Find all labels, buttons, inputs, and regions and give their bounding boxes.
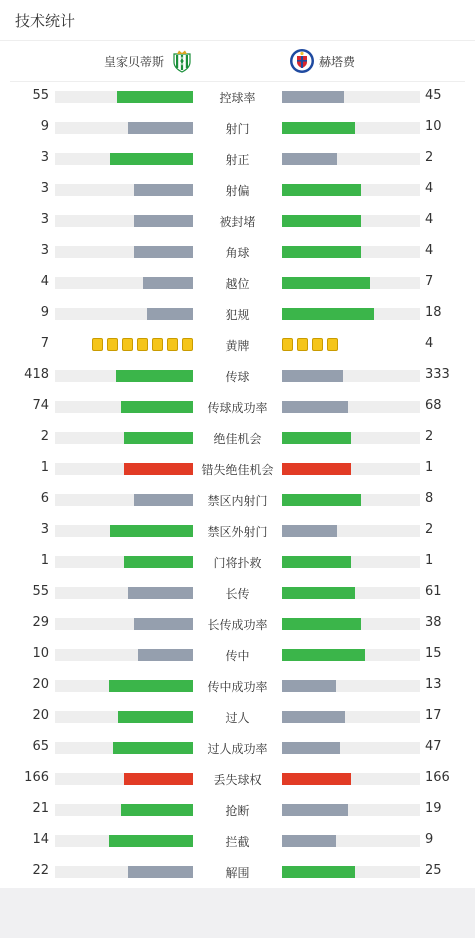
away-bar-fill: [282, 804, 348, 816]
home-bar-fill: [128, 587, 193, 599]
away-bar-track: [282, 494, 420, 506]
home-bar-fill: [134, 184, 193, 196]
away-value: 45: [425, 88, 442, 103]
home-bar-fill: [128, 866, 193, 878]
away-value: 4: [425, 243, 434, 258]
stat-label: 传中: [225, 649, 250, 663]
away-bar-track: [282, 711, 420, 723]
away-bar-fill: [282, 91, 344, 103]
stat-label: 长传: [225, 587, 250, 601]
home-bar-track: [55, 556, 193, 568]
away-value: 68: [425, 398, 442, 413]
away-bar-fill: [282, 742, 340, 754]
stat-row: [0, 608, 475, 639]
stat-row: [0, 422, 475, 453]
home-bar-fill: [147, 308, 193, 320]
away-value: 2: [425, 522, 434, 537]
away-value: 4: [425, 212, 434, 227]
home-bar-fill: [128, 122, 193, 134]
away-value: 1: [425, 553, 434, 568]
home-bar-fill: [109, 680, 193, 692]
away-bar-fill: [282, 866, 355, 878]
stat-row: [0, 360, 475, 391]
home-yellow-cards: [92, 338, 193, 352]
stat-row: [0, 329, 475, 360]
home-bar-fill: [143, 277, 193, 289]
away-value: 333: [425, 367, 450, 382]
home-bar-track: [55, 246, 193, 258]
home-bar-track: [55, 308, 193, 320]
away-value: 17: [425, 708, 442, 723]
home-bar-fill: [113, 742, 193, 754]
home-value: 4: [40, 274, 49, 289]
away-bar-fill: [282, 277, 370, 289]
away-bar-track: [282, 773, 420, 785]
home-value: 65: [32, 739, 49, 754]
home-bar-fill: [124, 773, 193, 785]
yellow-card-icon: [167, 338, 178, 351]
home-bar-track: [55, 742, 193, 754]
home-bar-fill: [117, 91, 193, 103]
home-value: 20: [32, 708, 49, 723]
away-value: 25: [425, 863, 442, 878]
home-value: 22: [32, 863, 49, 878]
stat-label: 角球: [225, 246, 250, 260]
away-value: 13: [425, 677, 442, 692]
stat-label: 禁区外射门: [207, 525, 268, 539]
home-value: 418: [24, 367, 49, 382]
home-value: 14: [32, 832, 49, 847]
away-bar-track: [282, 804, 420, 816]
home-bar-track: [55, 773, 193, 785]
away-bar-fill: [282, 432, 351, 444]
home-bar-fill: [124, 556, 193, 568]
away-value: 47: [425, 739, 442, 754]
away-bar-track: [282, 184, 420, 196]
away-bar-track: [282, 153, 420, 165]
stat-row: [0, 794, 475, 825]
home-bar-fill: [134, 494, 193, 506]
stat-row: [0, 577, 475, 608]
home-bar-track: [55, 587, 193, 599]
away-team-name: 赫塔费: [319, 55, 356, 69]
stat-label: 错失绝佳机会: [201, 463, 274, 477]
stat-row: [0, 670, 475, 701]
home-bar-track: [55, 711, 193, 723]
home-bar-fill: [134, 246, 193, 258]
yellow-card-icon: [107, 338, 118, 351]
stat-row: [0, 701, 475, 732]
stat-row: [0, 732, 475, 763]
away-bar-track: [282, 680, 420, 692]
away-bar-track: [282, 401, 420, 413]
away-yellow-cards: [282, 338, 338, 352]
stat-label: 传球成功率: [207, 401, 268, 415]
away-value: 15: [425, 646, 442, 661]
away-bar-fill: [282, 587, 355, 599]
stat-label: 绝佳机会: [213, 432, 262, 446]
home-team-name: 皇家贝蒂斯: [103, 55, 164, 69]
stat-row: [0, 112, 475, 143]
home-value: 7: [40, 336, 49, 351]
yellow-card-icon: [92, 338, 103, 351]
away-bar-track: [282, 246, 420, 258]
stat-row: [0, 546, 475, 577]
away-bar-track: [282, 432, 420, 444]
away-bar-fill: [282, 649, 365, 661]
home-bar-fill: [110, 153, 193, 165]
home-bar-track: [55, 277, 193, 289]
home-bar-fill: [109, 835, 193, 847]
stat-label: 射偏: [225, 184, 250, 198]
stat-row: [0, 484, 475, 515]
home-bar-track: [55, 649, 193, 661]
home-bar-track: [55, 401, 193, 413]
stat-row: [0, 205, 475, 236]
stat-label: 拦截: [225, 835, 250, 849]
yellow-card-icon: [282, 338, 293, 351]
stat-label: 长传成功率: [207, 618, 268, 632]
away-bar-fill: [282, 153, 337, 165]
home-value: 166: [24, 770, 49, 785]
yellow-card-icon: [327, 338, 338, 351]
stat-label: 射门: [225, 122, 250, 136]
away-value: 8: [425, 491, 434, 506]
stat-label: 丢失球权: [213, 773, 262, 787]
away-bar-track: [282, 742, 420, 754]
away-bar-track: [282, 308, 420, 320]
home-bar-track: [55, 122, 193, 134]
stat-row: [0, 298, 475, 329]
home-value: 1: [40, 553, 49, 568]
home-bar-fill: [124, 432, 193, 444]
away-bar-track: [282, 618, 420, 630]
yellow-card-icon: [152, 338, 163, 351]
away-bar-track: [282, 556, 420, 568]
stat-label: 传中成功率: [207, 680, 268, 694]
away-bar-fill: [282, 401, 348, 413]
away-bar-track: [282, 370, 420, 382]
home-value: 21: [32, 801, 49, 816]
away-value: 38: [425, 615, 442, 630]
away-value: 7: [425, 274, 434, 289]
away-value: 2: [425, 429, 434, 444]
home-value: 29: [32, 615, 49, 630]
away-bar-fill: [282, 463, 351, 475]
stat-row: [0, 639, 475, 670]
away-value: 9: [425, 832, 434, 847]
stat-row: [0, 81, 475, 112]
home-bar-fill: [121, 804, 193, 816]
away-bar-track: [282, 649, 420, 661]
away-bar-track: [282, 463, 420, 475]
home-value: 3: [40, 212, 49, 227]
away-value: 1: [425, 460, 434, 475]
home-bar-fill: [134, 215, 193, 227]
stat-row: [0, 391, 475, 422]
getafe-crest-icon: [289, 48, 315, 74]
stat-label: 抢断: [225, 804, 250, 818]
teams-header: [0, 41, 475, 81]
away-bar-track: [282, 122, 420, 134]
away-bar-track: [282, 587, 420, 599]
stat-row: [0, 236, 475, 267]
home-bar-track: [55, 835, 193, 847]
away-bar-track: [282, 215, 420, 227]
away-bar-track: [282, 277, 420, 289]
real-betis-crest-icon: [170, 49, 194, 73]
home-bar-fill: [110, 525, 193, 537]
away-value: 2: [425, 150, 434, 165]
page-title: 技术统计: [15, 12, 76, 30]
stat-label: 过人: [225, 711, 250, 725]
home-value: 55: [32, 584, 49, 599]
away-bar-fill: [282, 556, 351, 568]
stat-row: [0, 267, 475, 298]
home-value: 1: [40, 460, 49, 475]
away-value: 19: [425, 801, 442, 816]
home-bar-track: [55, 370, 193, 382]
home-bar-track: [55, 184, 193, 196]
home-value: 9: [40, 119, 49, 134]
away-bar-track: [282, 835, 420, 847]
stat-label: 门将扑救: [213, 556, 262, 570]
stat-label: 禁区内射门: [207, 494, 268, 508]
stat-row: [0, 143, 475, 174]
home-value: 10: [32, 646, 49, 661]
away-bar-fill: [282, 215, 361, 227]
stat-label: 解围: [225, 866, 250, 880]
away-bar-track: [282, 91, 420, 103]
home-bar-track: [55, 866, 193, 878]
away-bar-fill: [282, 308, 374, 320]
away-value: 4: [425, 181, 434, 196]
stat-label: 被封堵: [219, 215, 256, 229]
home-bar-track: [55, 804, 193, 816]
yellow-card-icon: [137, 338, 148, 351]
home-bar-fill: [118, 711, 193, 723]
yellow-card-icon: [122, 338, 133, 351]
home-bar-fill: [134, 618, 193, 630]
stat-label: 犯规: [225, 308, 250, 322]
home-bar-track: [55, 153, 193, 165]
home-value: 3: [40, 150, 49, 165]
home-bar-track: [55, 494, 193, 506]
away-bar-fill: [282, 184, 361, 196]
away-value: 18: [425, 305, 442, 320]
away-value: 166: [425, 770, 450, 785]
home-value: 9: [40, 305, 49, 320]
home-value: 3: [40, 243, 49, 258]
away-value: 10: [425, 119, 442, 134]
home-value: 3: [40, 181, 49, 196]
stat-label: 传球: [225, 370, 250, 384]
home-bar-track: [55, 525, 193, 537]
away-value: 4: [425, 336, 434, 351]
home-bar-track: [55, 463, 193, 475]
stat-label: 过人成功率: [207, 742, 268, 756]
home-value: 20: [32, 677, 49, 692]
home-bar-fill: [138, 649, 193, 661]
stat-label: 黄牌: [225, 339, 250, 353]
away-value: 61: [425, 584, 442, 599]
home-bar-fill: [121, 401, 193, 413]
home-value: 6: [40, 491, 49, 506]
home-bar-track: [55, 680, 193, 692]
stat-row: [0, 856, 475, 887]
away-bar-fill: [282, 525, 337, 537]
stat-row: [0, 453, 475, 484]
away-bar-fill: [282, 680, 336, 692]
away-bar-track: [282, 866, 420, 878]
away-bar-fill: [282, 494, 361, 506]
away-bar-fill: [282, 835, 336, 847]
yellow-card-icon: [312, 338, 323, 351]
home-value: 74: [32, 398, 49, 413]
stat-row: [0, 763, 475, 794]
away-bar-fill: [282, 711, 345, 723]
home-bar-fill: [124, 463, 193, 475]
stat-row: [0, 825, 475, 856]
stat-label: 越位: [225, 277, 250, 291]
home-bar-fill: [116, 370, 193, 382]
home-bar-track: [55, 432, 193, 444]
home-value: 2: [40, 429, 49, 444]
away-bar-fill: [282, 370, 343, 382]
home-value: 3: [40, 522, 49, 537]
stat-row: [0, 174, 475, 205]
away-bar-track: [282, 525, 420, 537]
home-bar-track: [55, 91, 193, 103]
stat-label: 射正: [225, 153, 250, 167]
away-bar-fill: [282, 246, 361, 258]
away-bar-fill: [282, 122, 355, 134]
away-bar-fill: [282, 618, 361, 630]
yellow-card-icon: [182, 338, 193, 351]
yellow-card-icon: [297, 338, 308, 351]
home-bar-track: [55, 618, 193, 630]
stat-label: 控球率: [219, 91, 256, 105]
away-bar-fill: [282, 773, 351, 785]
home-bar-track: [55, 215, 193, 227]
stat-row: [0, 515, 475, 546]
home-value: 55: [32, 88, 49, 103]
